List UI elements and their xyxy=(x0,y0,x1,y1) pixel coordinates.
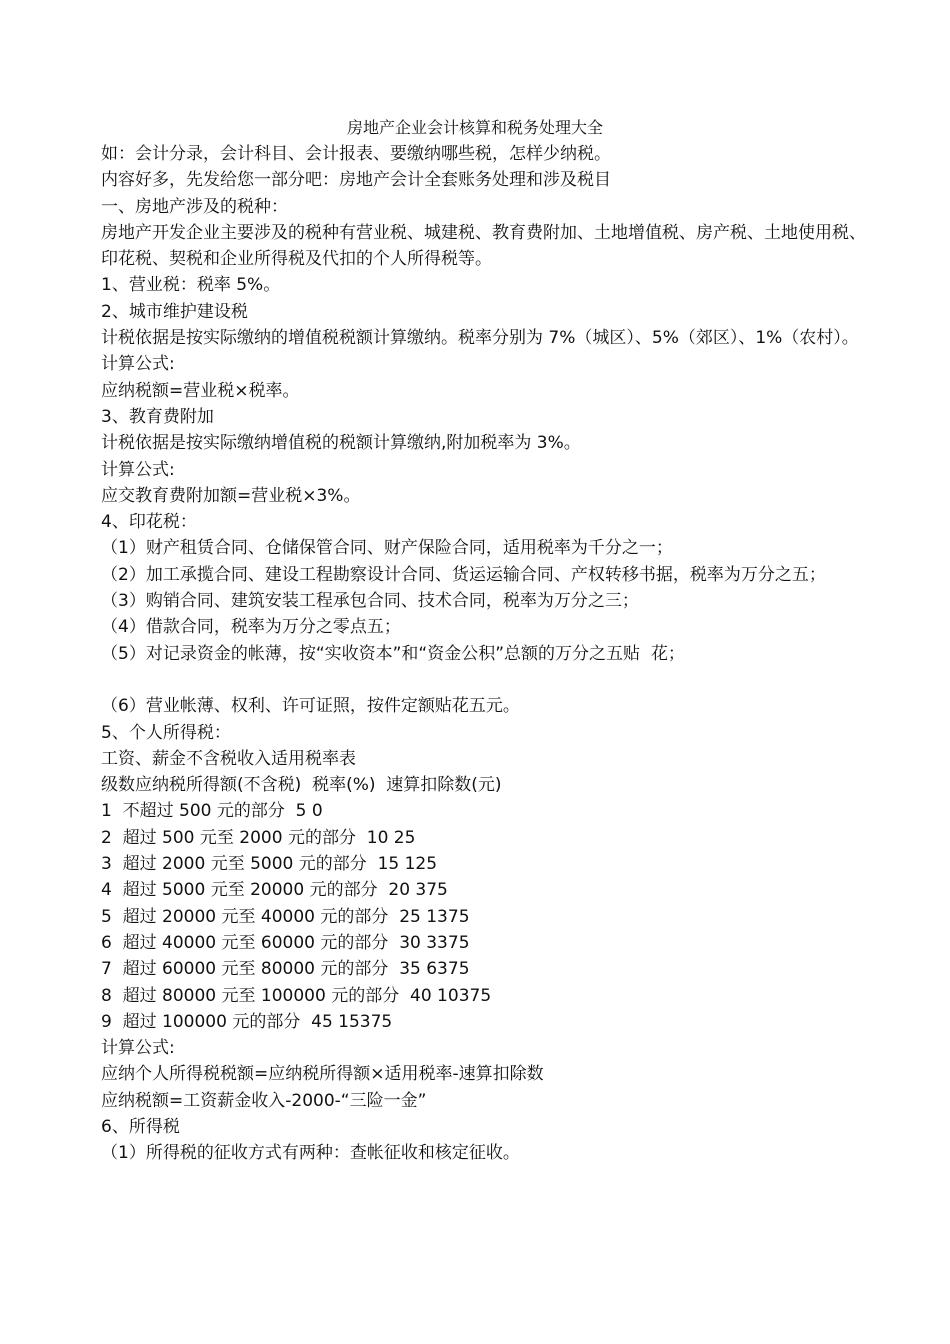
text-line: 1、营业税：税率 5%。 xyxy=(101,275,281,296)
text-line: 计算公式: xyxy=(101,459,175,480)
text-line: 应交教育费附加额=营业税×3%。 xyxy=(101,485,361,506)
text-line: 8 超过 80000 元至 100000 元的部分 40 10375 xyxy=(101,985,492,1006)
text-line: 1 不超过 500 元的部分 5 0 xyxy=(101,801,323,822)
document-body xyxy=(101,141,867,1167)
text-line: （6）营业帐薄、权利、许可证照，按件定额贴花五元。 xyxy=(101,696,520,717)
text-line: （1）财产租赁合同、仓储保管合同、财产保险合同，适用税率为千分之一； xyxy=(101,538,673,559)
text-line: 5、个人所得税： xyxy=(101,722,231,743)
text-line: （4）借款合同，税率为万分之零点五； xyxy=(101,617,401,638)
text-line: 应纳税额=工资薪金收入-2000-“三险一金” xyxy=(101,1090,427,1111)
text-line: 工资、薪金不含税收入适用税率表 xyxy=(101,748,356,769)
text-line: 9 超过 100000 元的部分 45 15375 xyxy=(101,1011,393,1032)
text-line: 2 超过 500 元至 2000 元的部分 10 25 xyxy=(101,827,416,848)
text-line: 房地产开发企业主要涉及的税种有营业税、城建税、教育费附加、土地增值税、房产税、土地使用税、印花税、契税和企业所得税及代扣的个人所得税等。 xyxy=(101,222,866,270)
text-line xyxy=(101,667,867,693)
text-line: 计税依据是按实际缴纳增值税的税额计算缴纳,附加税率为 3%。 xyxy=(101,433,581,454)
text-line: 5 超过 20000 元至 40000 元的部分 25 1375 xyxy=(101,906,470,927)
text-line: 计税依据是按实际缴纳的增值税税额计算缴纳。税率分别为 7%（城区）、5%（郊区）、1%（农村）。 xyxy=(101,328,859,349)
text-line: 内容好多，先发给您一部分吧：房地产会计全套账务处理和涉及税目 xyxy=(101,170,611,191)
text-line: 4、印花税： xyxy=(101,512,197,533)
text-line: （5）对记录资金的帐薄，按“实收资本”和“资金公积”总额的万分之五贴 花； xyxy=(101,643,685,664)
text-line: （3）购销合同、建筑安装工程承包合同、技术合同，税率为万分之三； xyxy=(101,591,639,612)
text-line: 计算公式: xyxy=(101,354,175,375)
text-line: 6、所得税 xyxy=(101,1116,180,1137)
text-line: （1）所得税的征收方式有两种：查帐征收和核定征收。 xyxy=(101,1143,520,1164)
text-line: 计算公式: xyxy=(101,1038,175,1059)
text-line: 2、城市维护建设税 xyxy=(101,301,248,322)
text-line: 3、教育费附加 xyxy=(101,406,214,427)
text-line: 6 超过 40000 元至 60000 元的部分 30 3375 xyxy=(101,932,470,953)
text-line: 7 超过 60000 元至 80000 元的部分 35 6375 xyxy=(101,959,470,980)
text-line: 3 超过 2000 元至 5000 元的部分 15 125 xyxy=(101,854,438,875)
text-line: 应纳税额=营业税×税率。 xyxy=(101,380,300,401)
text-line: 4 超过 5000 元至 20000 元的部分 20 375 xyxy=(101,880,448,901)
text-line: 如：会计分录，会计科目、会计报表、要缴纳哪些税，怎样少纳税。 xyxy=(101,144,611,164)
document-title: 房地产企业会计核算和税务处理大全 xyxy=(346,118,603,137)
text-line: 应纳个人所得税税额=应纳税所得额×适用税率-速算扣除数 xyxy=(101,1064,544,1085)
text-line: 一、房地产涉及的税种： xyxy=(101,196,288,217)
text-line: （2）加工承揽合同、建设工程勘察设计合同、货运运输合同、产权转移书据，税率为万分之五； xyxy=(101,564,826,585)
text-line: 级数应纳税所得额(不含税) 税率(%) 速算扣除数(元) xyxy=(101,775,502,796)
